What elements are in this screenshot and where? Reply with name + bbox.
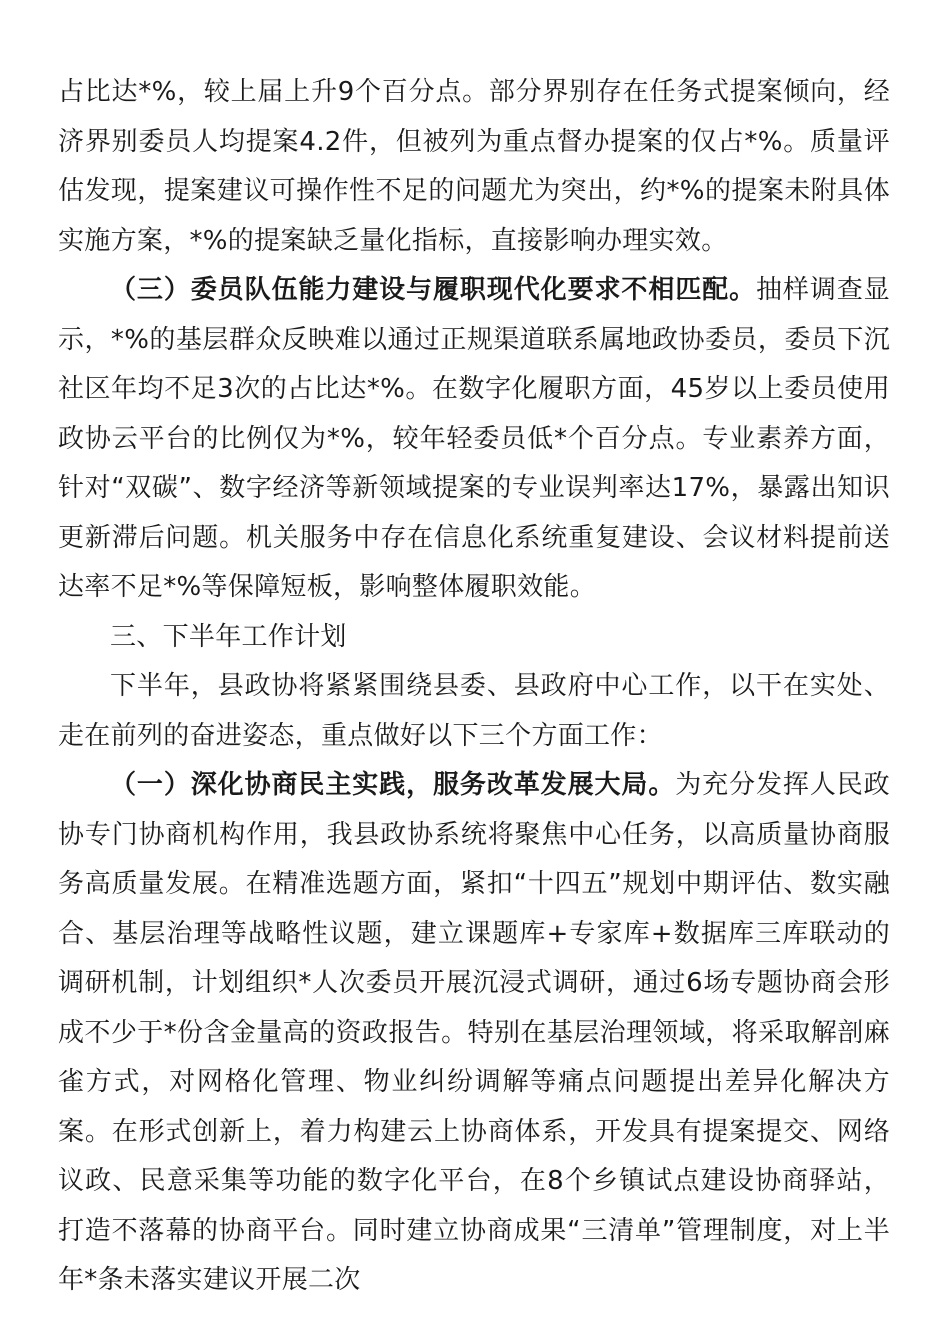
paragraph-plan-consultation — [58, 761, 890, 1306]
paragraph-text: 为充分发挥人民政协专门协商机构作用，我县政协系统将聚焦中心任务，以高质量协商服务高质量发展。在精准选题方面，紧扣“十四五”规划中期评估、数实融合、基层治理等战略性议题，建立课题库+专家库+数据库三库联动的调研机制，计划组织*人次委员开展沉浸式调研，通过6场专题协商会形成不少于*份含金量高的资政报告。特别在基层治理领域，将采取解剖麻雀方式，对网格化管理、物业纠纷调解等痛点问题提出差异化解决方案。在形式创新上，着力构建云上协商体系，开发具有提案提交、网络议政、民意采集等功能的数字化平台，在8个乡镇试点建设协商驿站，打造不落幕的协商平台。同时建立协商成果“三清单”管理制度，对上半年*条未落实建议开展二次 — [58, 770, 890, 1295]
paragraph-text: 占比达*%，较上届上升9个百分点。部分界别存在任务式提案倾向，经济界别委员人均提案4.2件，但被列为重点督办提案的仅占*%。质量评估发现，提案建议可操作性不足的问题尤为突出，约*%的提案未附具体实施方案，*%的提案缺乏量化指标，直接影响办理实效。 — [58, 77, 890, 256]
paragraph-bold-lead: （三）委员队伍能力建设与履职现代化要求不相匹配。 — [110, 275, 757, 305]
section-heading: 三、下半年工作计划 — [110, 621, 347, 652]
paragraph-intro: 下半年，县政协将紧紧围绕县委、县政府中心工作，以干在实处、走在前列的奋进姿态，重点做好以下三个方面工作： — [58, 671, 890, 751]
document-body — [58, 68, 890, 1306]
paragraph-proposal-quality — [58, 68, 890, 266]
paragraph-member-capacity — [58, 266, 890, 613]
paragraph-bold-lead: （一）深化协商民主实践，服务改革发展大局。 — [110, 770, 676, 800]
paragraph-text: 抽样调查显示，*%的基层群众反映难以通过正规渠道联系属地政协委员，委员下沉社区年均不足3次的占比达*%。在数字化履职方面，45岁以上委员使用政协云平台的比例仅为*%，较年轻委员低*个百分点。专业素养方面，针对“双碳”、数字经济等新领域提案的专业误判率达17%，暴露出知识更新滞后问题。机关服务中存在信息化系统重复建设、会议材料提前送达率不足*%等保障短板，影响整体履职效能。 — [58, 275, 890, 602]
